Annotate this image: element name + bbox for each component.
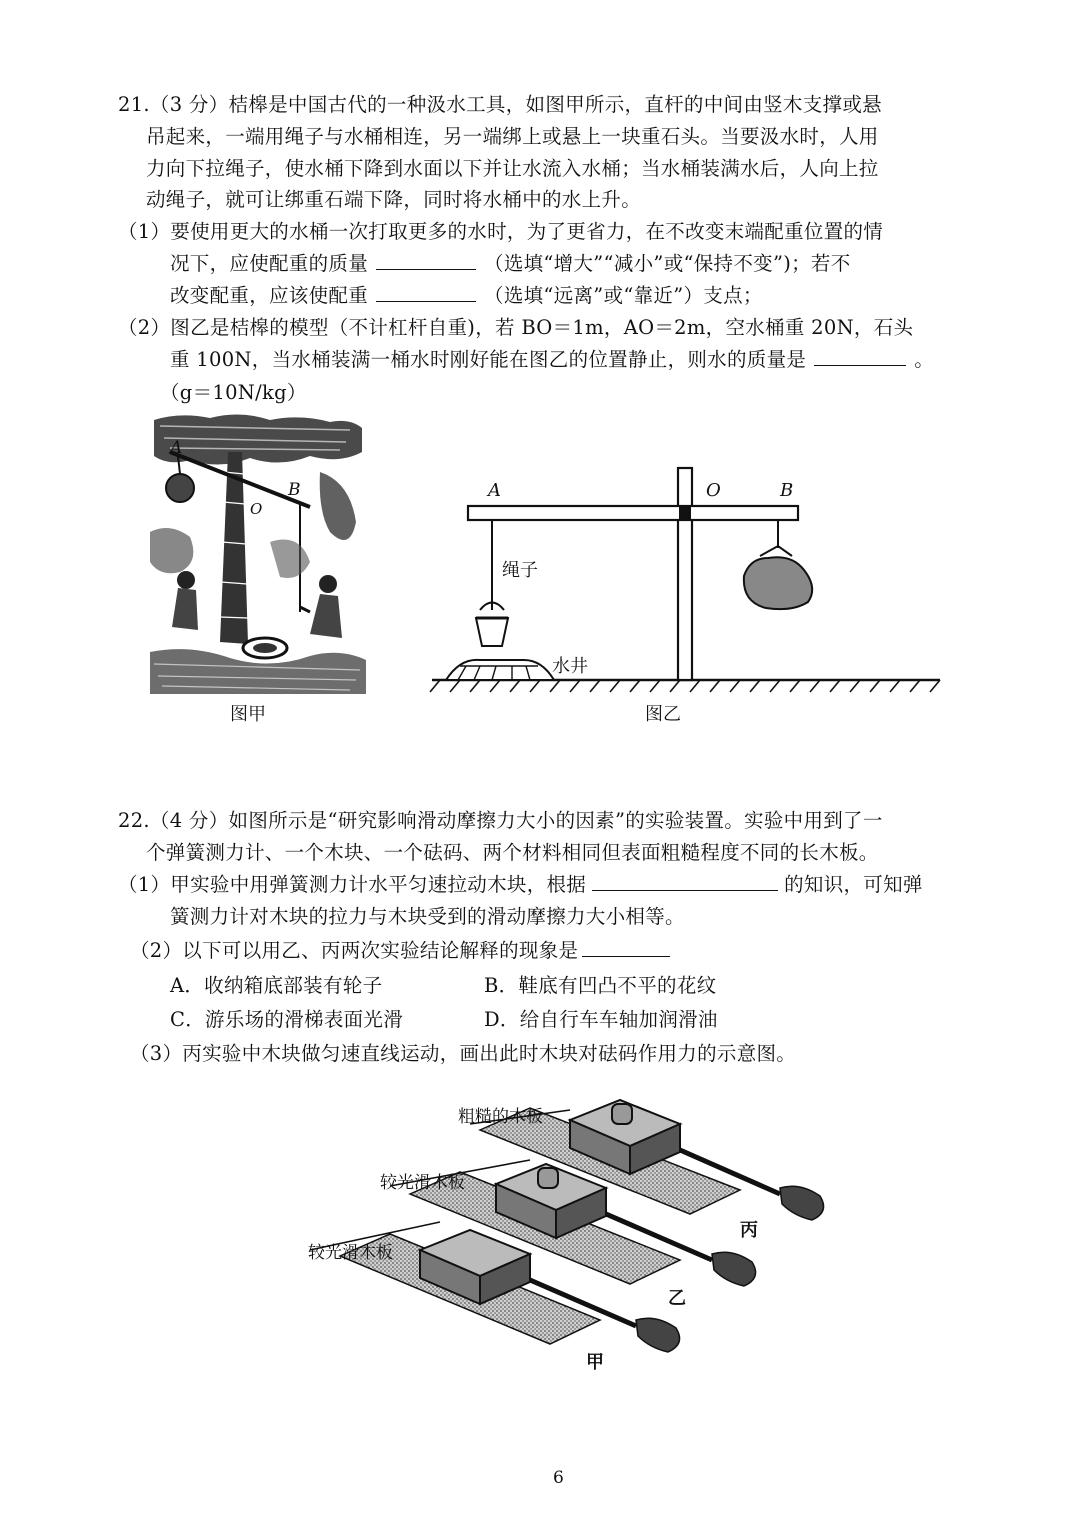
q22-part2-line <box>130 938 670 964</box>
q22-line-2: 个弹簧测力计、一个木块、一个砝码、两个材料相同但表面粗糙程度不同的长木板。 <box>146 841 879 864</box>
q21-line-1: 21.（3 分）桔槔是中国古代的一种汲水工具，如图甲所示，直杆的中间由竖木支撑或悬 <box>118 93 882 116</box>
answer-blank-choice[interactable] <box>582 938 670 957</box>
answer-blank-mass[interactable] <box>376 251 476 270</box>
fig-yi-well-label: 水井 <box>552 656 588 677</box>
figure-jia-illustration <box>150 412 366 694</box>
q22-line-1: 22.（4 分）如图所示是“研究影响滑动摩擦力大小的因素”的实验装置。实验中用到了一 <box>118 809 883 832</box>
fig-label-smooth-board-2: 较光滑木板 <box>308 1243 393 1263</box>
fig-yi-label-o: O <box>706 480 721 501</box>
fig-yi-caption: 图乙 <box>645 704 681 725</box>
q21-part1-text-b: （选填“增大”“减小”或“保持不变”)；若不 <box>484 252 851 275</box>
option-c: C．游乐场的滑梯表面光滑 <box>170 1008 404 1031</box>
q21-part1-line-3 <box>170 283 763 309</box>
fig-yi-rope-label: 绳子 <box>502 560 538 581</box>
fig-jia-label-o: O <box>250 500 263 518</box>
q21-part2-text: 重 100N，当水桶装满一桶水时刚好能在图乙的位置静止，则水的质量是 <box>170 348 807 371</box>
fig-jia-caption: 图甲 <box>230 704 266 725</box>
page-number: 6 <box>553 1468 564 1488</box>
q21-line-2: 吊起来，一端用绳子与水桶相连，另一端绑上或悬上一块重石头。当要汲水时，人用 <box>146 125 879 148</box>
q21-part1-text-d: （选填“远离”或“靠近”）支点； <box>484 284 763 307</box>
q21-gravity-note: （g＝10N/kg） <box>160 381 307 404</box>
q21-part1-line-2 <box>170 251 851 277</box>
fig-yi-label-a: A <box>488 480 501 501</box>
q22-part1-line-1 <box>118 872 923 898</box>
q21-line-3: 力向下拉绳子，使水桶下降到水面以下并让水流入水桶；当水桶装满水后，人向上拉 <box>146 157 879 180</box>
fig-label-bing: 丙 <box>740 1220 758 1241</box>
q21-part1-text-c: 改变配重，应该使配重 <box>170 284 369 307</box>
q21-part1-text-a: 况下，应使配重的质量 <box>170 252 369 275</box>
q22-part1-text-b: 的知识，可知弹 <box>784 873 923 896</box>
q21-part2-line-2 <box>170 347 934 373</box>
fig-label-yi: 乙 <box>668 1288 686 1309</box>
option-d: D．给自行车车轴加润滑油 <box>484 1008 718 1031</box>
answer-blank-water-mass[interactable] <box>814 347 906 366</box>
fig-label-jia: 甲 <box>586 1352 604 1373</box>
q22-part2-text: （2）以下可以用乙、丙两次实验结论解释的现象是 <box>130 939 579 962</box>
option-b: B．鞋底有凹凸不平的花纹 <box>484 974 717 997</box>
fig-label-smooth-board-1: 较光滑木板 <box>380 1173 465 1193</box>
friction-experiment-figure <box>300 1090 840 1380</box>
fig-jia-label-b: B <box>288 480 301 500</box>
answer-blank-knowledge[interactable] <box>592 872 778 891</box>
fig-jia-label-a: A <box>170 438 183 458</box>
answer-blank-position[interactable] <box>376 283 476 302</box>
figure-yi-diagram <box>420 460 960 700</box>
q21-line-4: 动绳子，就可让绑重石端下降，同时将水桶中的水上升。 <box>146 188 642 211</box>
q22-part3-line: （3）丙实验中木块做匀速直线运动，画出此时木块对砝码作用力的示意图。 <box>130 1042 797 1065</box>
q21-part1-line-1: （1）要使用更大的水桶一次打取更多的水时，为了更省力，在不改变末端配重位置的情 <box>118 220 884 243</box>
fig-label-rough-board: 粗糙的木板 <box>458 1107 543 1127</box>
q22-part1-text-a: （1）甲实验中用弹簧测力计水平匀速拉动木块，根据 <box>118 873 587 896</box>
fig-yi-label-b: B <box>780 480 794 501</box>
option-a: A．收纳箱底部装有轮子 <box>170 974 383 997</box>
q21-part2-line-1: （2）图乙是桔槔的模型（不计杠杆自重)，若 BO＝1m，AO＝2m，空水桶重 20N，石头 <box>118 316 914 339</box>
q22-part1-line-2: 簧测力计对木块的拉力与木块受到的滑动摩擦力大小相等。 <box>170 905 685 928</box>
q21-part2-end: 。 <box>914 348 934 371</box>
